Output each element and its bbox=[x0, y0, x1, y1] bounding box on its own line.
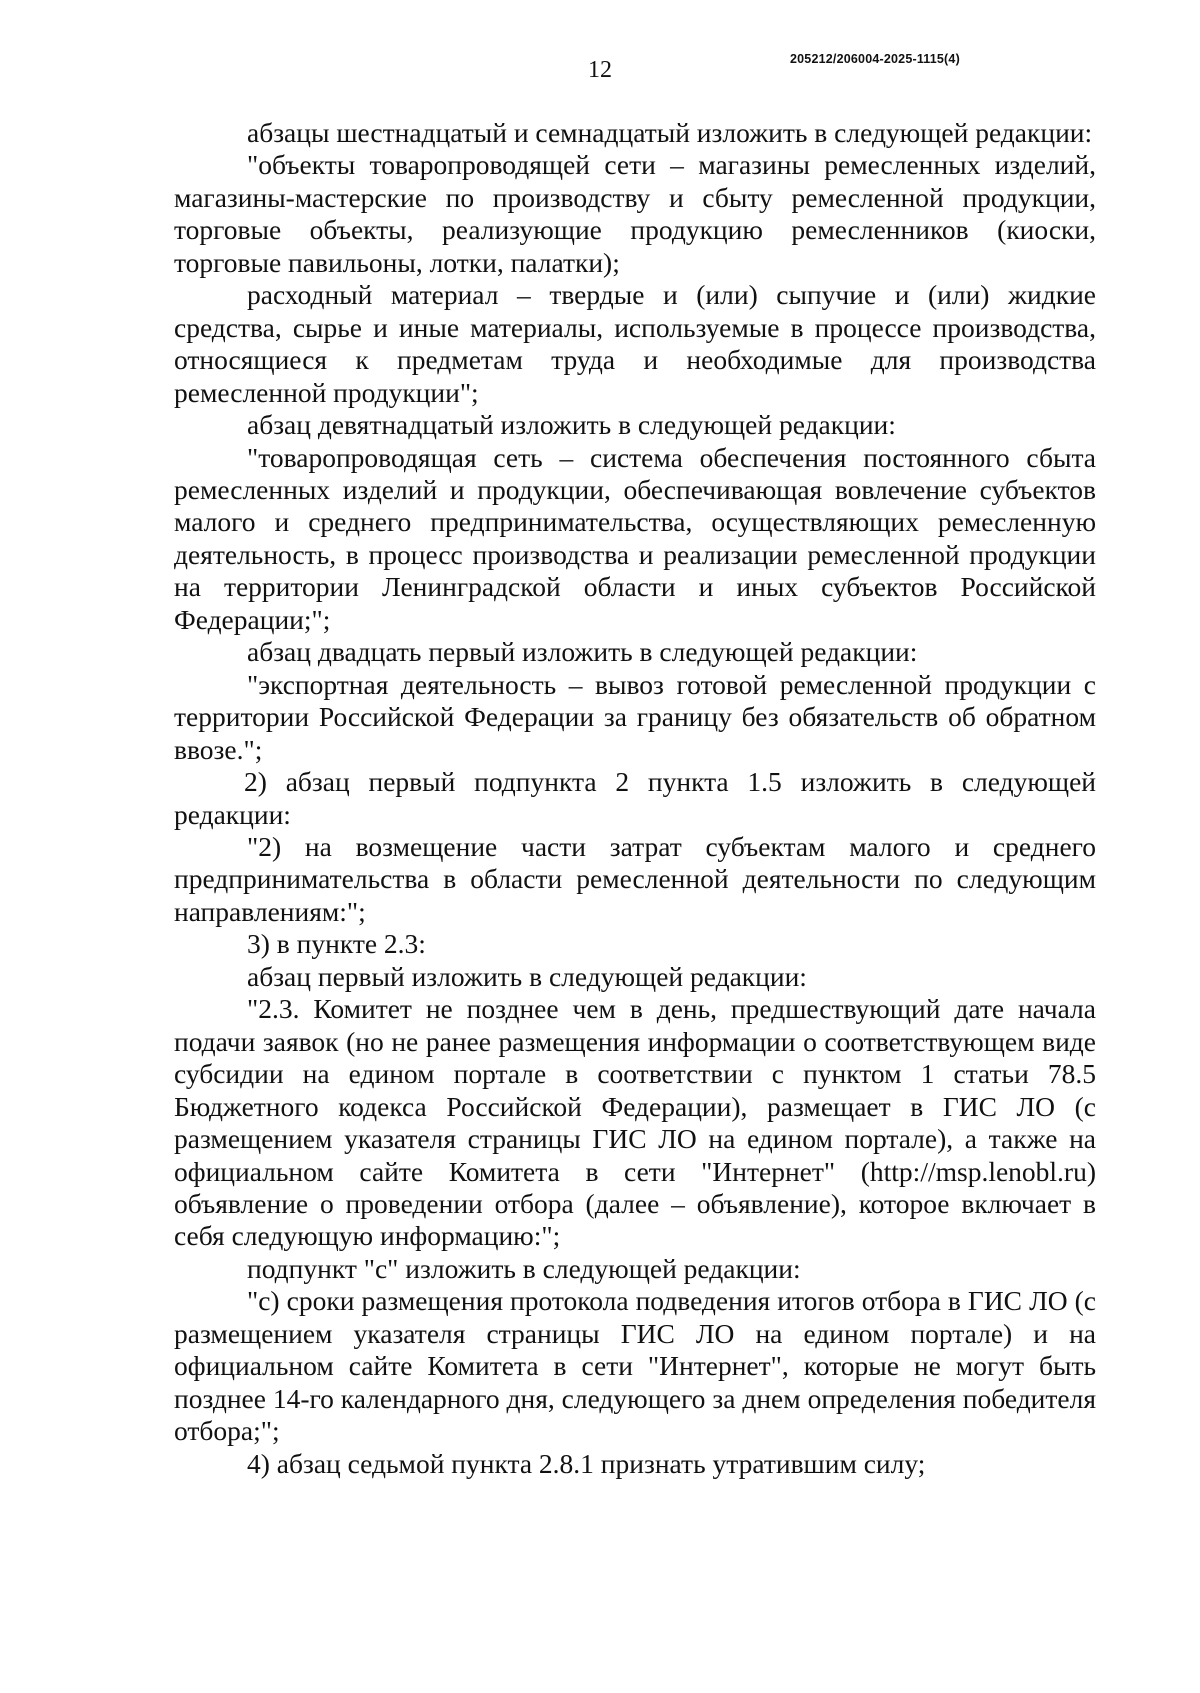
paragraph: "объекты товаропроводящей сети – магазины ремесленных изделий, магазины-мастерские по производству и сбыту ремесленной продукции, торговые объекты, реализующие продукцию ремесленников (киоски, торговые павильоны, лотки, палатки); bbox=[174, 149, 1096, 278]
paragraph: "экспортная деятельность – вывоз готовой ремесленной продукции с территории Российской Федерации за границу без обязательств об обратном ввозе."; bbox=[174, 668, 1096, 765]
paragraph: 4) абзац седьмой пункта 2.8.1 признать утратившим силу; bbox=[247, 1447, 926, 1479]
paragraph: подпункт "с" изложить в следующей редакции: bbox=[247, 1252, 801, 1284]
paragraph: абзацы шестнадцатый и семнадцатый изложить в следующей редакции: bbox=[247, 117, 1093, 148]
document-code: 205212/206004-2025-1115(4) bbox=[790, 52, 960, 66]
paragraph: расходный материал – твердые и (или) сыпучие и (или) жидкие средства, сырье и иные материалы, используемые в процессе производства, относящиеся к предметам труда и необходимые для производства ремесленной продукции"; bbox=[174, 279, 1096, 408]
paragraph: "товаропроводящая сеть – система обеспечения постоянного сбыта ремесленных изделий и продукции, обеспечивающая вовлечение субъектов малого и среднего предпринимательства, осуществляющих ремесленную деятельность, в процесс производства и реализации ремесленной продукции на территории Ленинградской области и иных субъектов Российской Федерации;"; bbox=[174, 441, 1096, 635]
paragraph: "2) на возмещение части затрат субъектам малого и среднего предпринимательства в области ремесленной деятельности по следующим направлениям:"; bbox=[174, 830, 1096, 927]
paragraph: абзац двадцать первый изложить в следующей редакции: bbox=[247, 636, 918, 668]
paragraph: абзац девятнадцатый изложить в следующей редакции: bbox=[247, 409, 896, 441]
paragraph: абзац первый изложить в следующей редакции: bbox=[247, 960, 807, 992]
paragraph: 2) абзац первый подпункта 2 пункта 1.5 изложить в следующей редакции: bbox=[174, 766, 1096, 830]
document-body bbox=[174, 117, 1096, 1480]
paragraph: "2.3. Комитет не позднее чем в день, предшествующий дате начала подачи заявок (но не ранее размещения информации о соответствующем виде субсидии на едином портале в соответствии с пунктом 1 статьи 78.5 Бюджетного кодекса Российской Федерации), размещает в ГИС ЛО (с размещением указателя страницы ГИС ЛО на едином портале), а также на официальном сайте Комитета в сети "Интернет" (http://msp.lenobl.ru) объявление о проведении отбора (далее – объявление), которое включает в себя следующую информацию:"; bbox=[174, 993, 1096, 1252]
page-number: 12 bbox=[588, 57, 612, 83]
paragraph: "с) сроки размещения протокола подведения итогов отбора в ГИС ЛО (с размещением указателя страницы ГИС ЛО на едином портале) и на официальном сайте Комитета в сети "Интернет", которые не могут быть позднее 14-го календарного дня, следующего за днем определения победителя отбора;"; bbox=[174, 1285, 1096, 1447]
paragraph: 3) в пункте 2.3: bbox=[247, 928, 426, 960]
